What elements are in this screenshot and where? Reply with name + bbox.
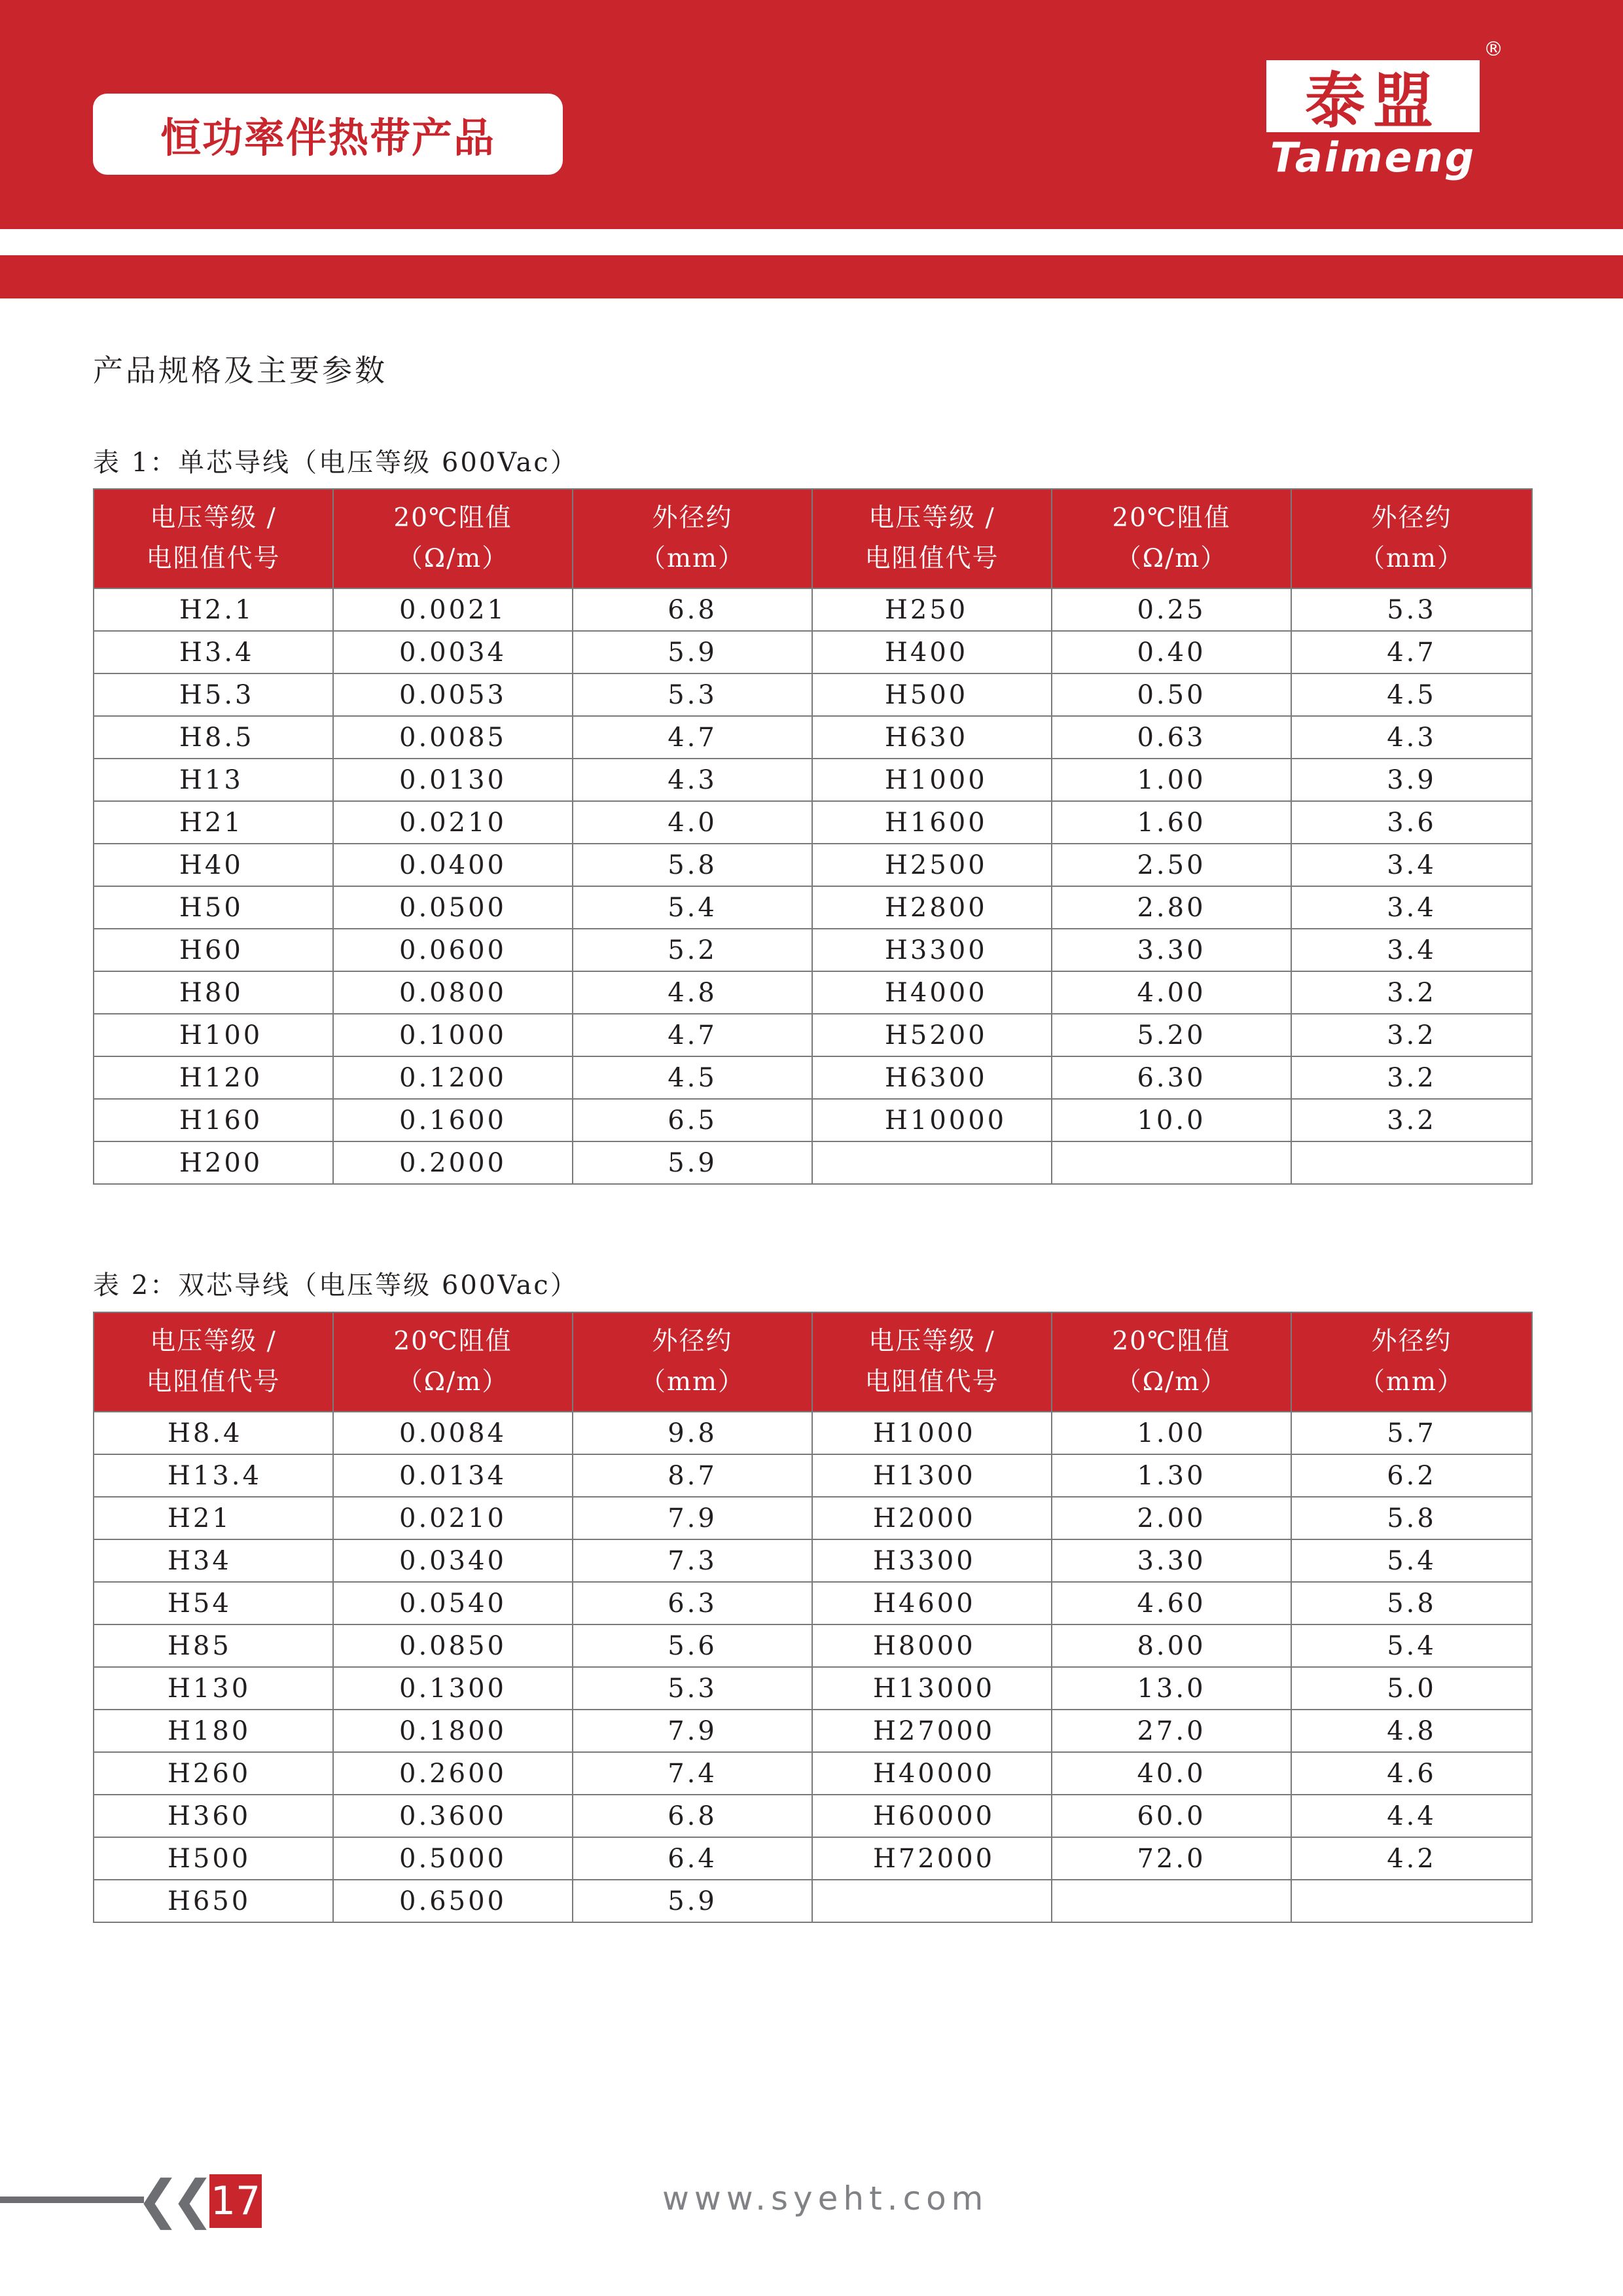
cell-code: H1000 xyxy=(812,759,1052,801)
cell-code xyxy=(812,1880,1052,1922)
table-row xyxy=(94,1412,1532,1454)
cell-resistance: 27.0 xyxy=(1052,1710,1291,1752)
registered-mark: ® xyxy=(1484,38,1503,61)
table1-single-core xyxy=(93,488,1533,1185)
cell-code: H50 xyxy=(94,886,333,929)
cell-code: H2800 xyxy=(812,886,1052,929)
cell-code: H8.5 xyxy=(94,716,333,759)
cell-diameter: 4.0 xyxy=(573,801,812,844)
cell-resistance: 2.00 xyxy=(1052,1497,1291,1539)
header-diameter: 外径约 （mm） xyxy=(1291,489,1532,588)
cell-resistance: 3.30 xyxy=(1052,1539,1291,1582)
cell-resistance: 0.3600 xyxy=(333,1795,573,1837)
cell-diameter: 4.8 xyxy=(1291,1710,1532,1752)
cell-code: H5200 xyxy=(812,1014,1052,1056)
cell-diameter: 5.9 xyxy=(573,1880,812,1922)
cell-diameter: 4.2 xyxy=(1291,1837,1532,1880)
cell-code: H40 xyxy=(94,844,333,886)
cell-resistance: 2.80 xyxy=(1052,886,1291,929)
cell-diameter: 3.2 xyxy=(1291,1099,1532,1141)
page-number: 17 xyxy=(209,2174,262,2228)
header-diameter: 外径约 （mm） xyxy=(573,489,812,588)
header-code: 电压等级 / 电阻值代号 xyxy=(94,1312,333,1412)
table-row xyxy=(94,1667,1532,1710)
cell-code: H500 xyxy=(812,673,1052,716)
table-row xyxy=(94,1056,1532,1099)
cell-resistance: 8.00 xyxy=(1052,1624,1291,1667)
cell-code: H3300 xyxy=(812,929,1052,971)
cell-resistance: 4.60 xyxy=(1052,1582,1291,1624)
cell-code: H8000 xyxy=(812,1624,1052,1667)
cell-diameter: 5.4 xyxy=(573,886,812,929)
cell-diameter: 5.3 xyxy=(573,1667,812,1710)
cell-diameter: 4.5 xyxy=(1291,673,1532,716)
cell-diameter: 7.4 xyxy=(573,1752,812,1795)
table-row xyxy=(94,971,1532,1014)
table1-caption: 表 1：单芯导线（电压等级 600Vac） xyxy=(93,448,579,478)
cell-diameter: 3.2 xyxy=(1291,1014,1532,1056)
cell-resistance: 0.0053 xyxy=(333,673,573,716)
table-row xyxy=(94,886,1532,929)
cell-diameter: 4.7 xyxy=(1291,631,1532,673)
cell-diameter: 3.4 xyxy=(1291,886,1532,929)
cell-code: H2.1 xyxy=(94,588,333,631)
cell-resistance: 0.0130 xyxy=(333,759,573,801)
cell-code: H100 xyxy=(94,1014,333,1056)
cell-code: H54 xyxy=(94,1582,333,1624)
cell-resistance: 0.2000 xyxy=(333,1141,573,1184)
table-row xyxy=(94,1752,1532,1795)
cell-code: H630 xyxy=(812,716,1052,759)
section-title: 产品规格及主要参数 xyxy=(93,353,387,388)
cell-code: H130 xyxy=(94,1667,333,1710)
table2-twin-core xyxy=(93,1312,1533,1923)
cell-resistance: 1.00 xyxy=(1052,759,1291,801)
cell-resistance: 2.50 xyxy=(1052,844,1291,886)
cell-diameter: 4.8 xyxy=(573,971,812,1014)
header-stripe xyxy=(0,255,1623,298)
cell-code: H2500 xyxy=(812,844,1052,886)
cell-diameter: 7.3 xyxy=(573,1539,812,1582)
table-row xyxy=(94,801,1532,844)
table-row xyxy=(94,1141,1532,1184)
cell-code: H40000 xyxy=(812,1752,1052,1795)
cell-diameter: 5.8 xyxy=(1291,1582,1532,1624)
cell-diameter: 5.2 xyxy=(573,929,812,971)
header-resistance: 20℃阻值 （Ω/m） xyxy=(333,489,573,588)
cell-diameter: 5.8 xyxy=(1291,1497,1532,1539)
cell-resistance: 0.0021 xyxy=(333,588,573,631)
cell-diameter: 6.3 xyxy=(573,1582,812,1624)
table-row xyxy=(94,1624,1532,1667)
header-code: 电压等级 / 电阻值代号 xyxy=(812,489,1052,588)
cell-code: H180 xyxy=(94,1710,333,1752)
cell-resistance: 6.30 xyxy=(1052,1056,1291,1099)
cell-code: H72000 xyxy=(812,1837,1052,1880)
cell-resistance: 1.30 xyxy=(1052,1454,1291,1497)
cell-diameter: 3.2 xyxy=(1291,971,1532,1014)
cell-code: H1600 xyxy=(812,801,1052,844)
logo-cn-text: 泰盟 xyxy=(1304,65,1441,136)
footer-line xyxy=(0,2197,144,2203)
cell-code: H13000 xyxy=(812,1667,1052,1710)
table-header-row xyxy=(94,489,1532,588)
logo-en-text: Taimeng xyxy=(1270,134,1476,181)
cell-diameter: 6.2 xyxy=(1291,1454,1532,1497)
cell-code: H650 xyxy=(94,1880,333,1922)
cell-resistance: 0.0850 xyxy=(333,1624,573,1667)
cell-diameter: 4.4 xyxy=(1291,1795,1532,1837)
cell-code: H4000 xyxy=(812,971,1052,1014)
cell-diameter: 4.5 xyxy=(573,1056,812,1099)
cell-code: H8.4 xyxy=(94,1412,333,1454)
cell-code: H60 xyxy=(94,929,333,971)
table-row xyxy=(94,1014,1532,1056)
cell-resistance: 0.0400 xyxy=(333,844,573,886)
cell-diameter: 5.8 xyxy=(573,844,812,886)
table2-caption: 表 2：双芯导线（电压等级 600Vac） xyxy=(93,1270,579,1300)
brand-logo xyxy=(1266,38,1503,188)
cell-resistance: 0.0134 xyxy=(333,1454,573,1497)
cell-diameter: 4.6 xyxy=(1291,1752,1532,1795)
cell-code: H3.4 xyxy=(94,631,333,673)
cell-code: H80 xyxy=(94,971,333,1014)
cell-code: H260 xyxy=(94,1752,333,1795)
table-header-row xyxy=(94,1312,1532,1412)
cell-resistance: 0.1300 xyxy=(333,1667,573,1710)
cell-resistance: 0.5000 xyxy=(333,1837,573,1880)
cell-code: H13 xyxy=(94,759,333,801)
cell-code: H1000 xyxy=(812,1412,1052,1454)
cell-diameter: 6.8 xyxy=(573,588,812,631)
cell-resistance xyxy=(1052,1141,1291,1184)
header-resistance: 20℃阻值 （Ω/m） xyxy=(1052,1312,1291,1412)
cell-resistance: 0.0340 xyxy=(333,1539,573,1582)
table-row xyxy=(94,1710,1532,1752)
cell-resistance: 0.63 xyxy=(1052,716,1291,759)
cell-diameter: 6.4 xyxy=(573,1837,812,1880)
cell-resistance: 0.1800 xyxy=(333,1710,573,1752)
table-row xyxy=(94,1099,1532,1141)
cell-resistance: 1.60 xyxy=(1052,801,1291,844)
cell-code: H13.4 xyxy=(94,1454,333,1497)
website-url: www.syeht.com xyxy=(662,2179,989,2217)
cell-diameter: 3.2 xyxy=(1291,1056,1532,1099)
table-row xyxy=(94,929,1532,971)
cell-resistance: 0.0210 xyxy=(333,1497,573,1539)
cell-diameter: 8.7 xyxy=(573,1454,812,1497)
cell-diameter xyxy=(1291,1141,1532,1184)
cell-resistance: 0.6500 xyxy=(333,1880,573,1922)
cell-resistance: 0.0540 xyxy=(333,1582,573,1624)
cell-resistance: 3.30 xyxy=(1052,929,1291,971)
cell-diameter: 3.4 xyxy=(1291,844,1532,886)
cell-diameter: 9.8 xyxy=(573,1412,812,1454)
header-resistance: 20℃阻值 （Ω/m） xyxy=(1052,489,1291,588)
cell-diameter: 5.7 xyxy=(1291,1412,1532,1454)
cell-diameter: 6.8 xyxy=(573,1795,812,1837)
table-row xyxy=(94,673,1532,716)
cell-code: H5.3 xyxy=(94,673,333,716)
cell-diameter: 4.7 xyxy=(573,716,812,759)
cell-resistance: 0.2600 xyxy=(333,1752,573,1795)
table-row xyxy=(94,1880,1532,1922)
cell-diameter: 4.3 xyxy=(573,759,812,801)
cell-diameter: 5.9 xyxy=(573,1141,812,1184)
table-row xyxy=(94,1497,1532,1539)
cell-resistance: 0.0800 xyxy=(333,971,573,1014)
cell-resistance: 0.1600 xyxy=(333,1099,573,1141)
cell-resistance: 72.0 xyxy=(1052,1837,1291,1880)
cell-diameter: 5.0 xyxy=(1291,1667,1532,1710)
cell-diameter xyxy=(1291,1880,1532,1922)
cell-resistance: 4.00 xyxy=(1052,971,1291,1014)
header-resistance: 20℃阻值 （Ω/m） xyxy=(333,1312,573,1412)
cell-diameter: 4.7 xyxy=(573,1014,812,1056)
header-code: 电压等级 / 电阻值代号 xyxy=(94,489,333,588)
cell-code: H21 xyxy=(94,1497,333,1539)
header-code: 电压等级 / 电阻值代号 xyxy=(812,1312,1052,1412)
cell-diameter: 7.9 xyxy=(573,1497,812,1539)
header-gap xyxy=(0,229,1623,255)
cell-code: H200 xyxy=(94,1141,333,1184)
cell-diameter: 5.9 xyxy=(573,631,812,673)
cell-code: H120 xyxy=(94,1056,333,1099)
table-row xyxy=(94,631,1532,673)
cell-resistance xyxy=(1052,1880,1291,1922)
cell-resistance: 5.20 xyxy=(1052,1014,1291,1056)
cell-resistance: 0.25 xyxy=(1052,588,1291,631)
cell-resistance: 0.0500 xyxy=(333,886,573,929)
cell-diameter: 5.3 xyxy=(1291,588,1532,631)
table-row xyxy=(94,759,1532,801)
cell-resistance: 10.0 xyxy=(1052,1099,1291,1141)
cell-resistance: 13.0 xyxy=(1052,1667,1291,1710)
table-row xyxy=(94,1582,1532,1624)
cell-diameter: 6.5 xyxy=(573,1099,812,1141)
cell-diameter: 5.4 xyxy=(1291,1539,1532,1582)
cell-resistance: 1.00 xyxy=(1052,1412,1291,1454)
cell-code: H250 xyxy=(812,588,1052,631)
table-row xyxy=(94,1795,1532,1837)
cell-code: H500 xyxy=(94,1837,333,1880)
cell-code: H160 xyxy=(94,1099,333,1141)
cell-diameter: 7.9 xyxy=(573,1710,812,1752)
cell-resistance: 0.50 xyxy=(1052,673,1291,716)
cell-code: H3300 xyxy=(812,1539,1052,1582)
table-row xyxy=(94,588,1532,631)
cell-diameter: 3.6 xyxy=(1291,801,1532,844)
cell-resistance: 0.0210 xyxy=(333,801,573,844)
cell-resistance: 0.1200 xyxy=(333,1056,573,1099)
cell-resistance: 60.0 xyxy=(1052,1795,1291,1837)
product-title: 恒功率伴热带产品 xyxy=(160,113,495,162)
cell-diameter: 5.3 xyxy=(573,673,812,716)
cell-resistance: 0.0034 xyxy=(333,631,573,673)
cell-code: H2000 xyxy=(812,1497,1052,1539)
double-chevron-left-icon: ❮❮ xyxy=(136,2169,206,2230)
logo-box xyxy=(1266,60,1480,136)
table-row xyxy=(94,716,1532,759)
cell-diameter: 5.6 xyxy=(573,1624,812,1667)
table-row xyxy=(94,1539,1532,1582)
product-title-pill xyxy=(93,94,563,175)
cell-resistance: 0.0084 xyxy=(333,1412,573,1454)
table-row xyxy=(94,844,1532,886)
cell-resistance: 0.0600 xyxy=(333,929,573,971)
cell-resistance: 0.40 xyxy=(1052,631,1291,673)
cell-resistance: 0.0085 xyxy=(333,716,573,759)
cell-diameter: 3.9 xyxy=(1291,759,1532,801)
cell-code: H34 xyxy=(94,1539,333,1582)
cell-code: H360 xyxy=(94,1795,333,1837)
cell-code: H21 xyxy=(94,801,333,844)
cell-resistance: 0.1000 xyxy=(333,1014,573,1056)
cell-code xyxy=(812,1141,1052,1184)
header-diameter: 外径约 （mm） xyxy=(1291,1312,1532,1412)
cell-code: H85 xyxy=(94,1624,333,1667)
table-row xyxy=(94,1454,1532,1497)
cell-code: H400 xyxy=(812,631,1052,673)
cell-code: H27000 xyxy=(812,1710,1052,1752)
cell-resistance: 40.0 xyxy=(1052,1752,1291,1795)
cell-diameter: 3.4 xyxy=(1291,929,1532,971)
cell-code: H10000 xyxy=(812,1099,1052,1141)
table-row xyxy=(94,1837,1532,1880)
cell-diameter: 4.3 xyxy=(1291,716,1532,759)
header-diameter: 外径约 （mm） xyxy=(573,1312,812,1412)
cell-code: H6300 xyxy=(812,1056,1052,1099)
cell-code: H1300 xyxy=(812,1454,1052,1497)
cell-code: H4600 xyxy=(812,1582,1052,1624)
cell-code: H60000 xyxy=(812,1795,1052,1837)
cell-diameter: 5.4 xyxy=(1291,1624,1532,1667)
